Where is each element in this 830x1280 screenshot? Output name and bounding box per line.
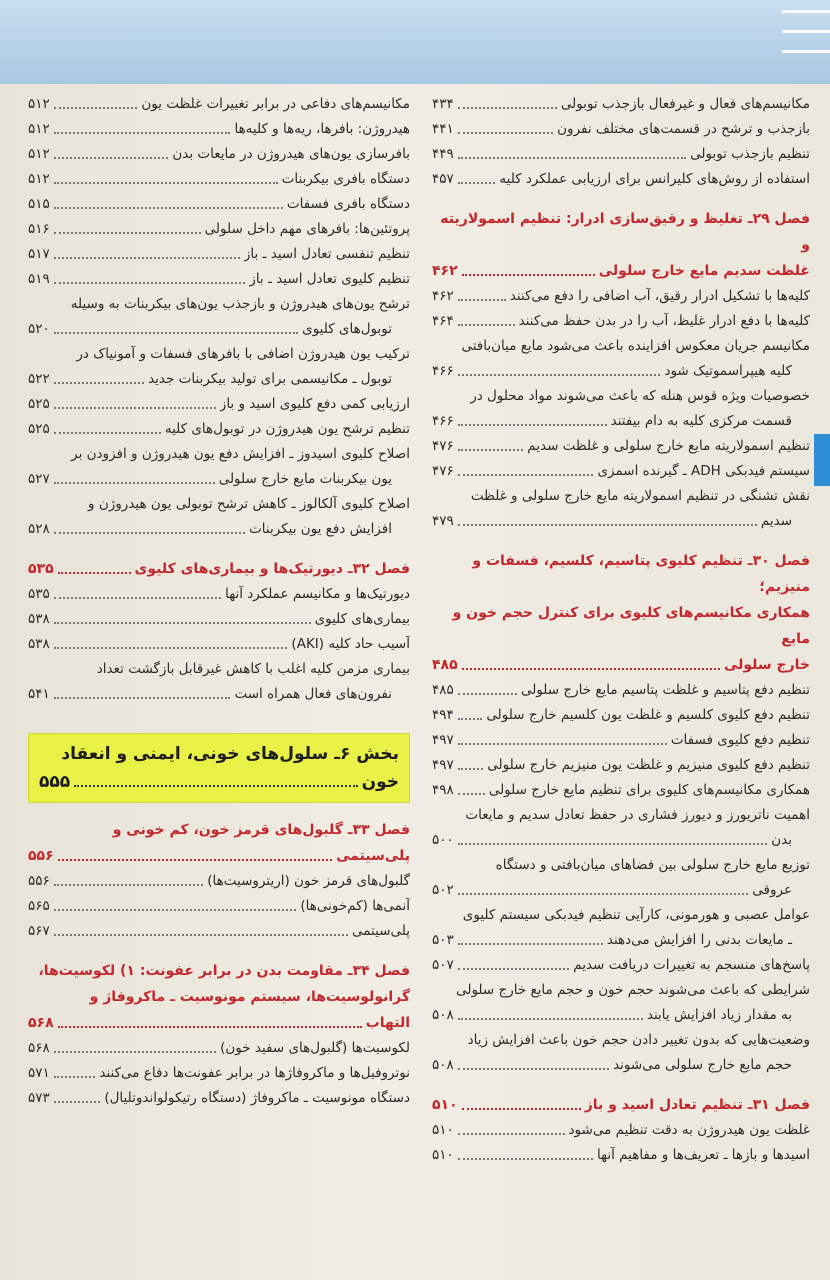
dot-leader	[458, 793, 485, 795]
toc-entry	[432, 92, 810, 117]
top-stripe	[782, 50, 830, 53]
dot-leader	[54, 934, 348, 936]
toc-entry-title: دستگاه مونوسیت ـ ماکروفاژ (دستگاه رتیکولواندوتلیال)	[104, 1090, 410, 1106]
toc-entry-title: مکانیسم‌های دفاعی در برابر تغییرات غلظت یون	[141, 96, 410, 112]
toc-entry	[28, 492, 410, 542]
toc-page-number: ۴۶۶	[432, 363, 454, 379]
dot-leader	[458, 1068, 609, 1070]
toc-page-number: ۵۷۳	[28, 1090, 50, 1106]
dot-leader	[54, 282, 246, 284]
dot-leader	[54, 107, 138, 109]
chapter-heading-line	[432, 1092, 810, 1118]
toc-page-number: ۴۶۲	[432, 288, 454, 304]
toc-entry-title: ترکیب یون هیدروژن اضافی با بافرهای فسفات و آمونیاک در	[76, 346, 410, 362]
toc-page-number: ۵۰۰	[432, 832, 454, 848]
dot-leader	[458, 893, 749, 895]
toc-page-number: ۴۹۷	[432, 732, 454, 748]
toc-entry-title: آسیب حاد کلیه (AKI)	[291, 636, 410, 652]
chapter-heading-line	[28, 984, 410, 1010]
toc-entry-title: عوامل عصبی و هورمونی، کارآیی تنظیم فیدبکی سیستم کلیوی	[462, 907, 810, 923]
dot-leader	[458, 299, 506, 301]
toc-entry	[432, 117, 810, 142]
toc-page-number: ۴۸۵	[432, 682, 454, 698]
toc-page-number: ۴۹۸	[432, 782, 454, 798]
toc-entry-title: اصلاح کلیوی آلکالوز ـ کاهش ترشح توبولی یون هیدروژن و	[88, 496, 410, 512]
toc-page-number: ۵۰۸	[432, 1057, 454, 1073]
toc-entry	[432, 334, 810, 384]
dot-leader	[54, 597, 221, 599]
toc-entry-first-line	[432, 978, 810, 1003]
toc-page-number: ۵۶۸	[28, 1040, 50, 1056]
toc-entry-title: تنظیم دفع پتاسیم و غلظت پتاسیم مایع خارج سلولی	[520, 682, 810, 698]
chapter-heading-line	[28, 958, 410, 984]
toc-entry	[28, 1061, 410, 1086]
toc-entry	[432, 384, 810, 434]
toc-entry-continuation	[432, 409, 810, 434]
toc-entry-title: پلی‌سیتمی	[352, 923, 410, 939]
toc-entry	[28, 167, 410, 192]
toc-entry-continuation	[28, 682, 410, 707]
chapter-heading-line	[432, 600, 810, 652]
toc-entry-title: گلبول‌های قرمز خون (اریتروسیت‌ها)	[207, 873, 410, 889]
toc-entry-first-line	[432, 384, 810, 409]
dot-leader	[458, 1133, 565, 1135]
toc-entry-first-line	[28, 292, 410, 317]
toc-entry	[432, 978, 810, 1028]
dot-leader	[54, 407, 216, 409]
toc-entry-title: بیماری مزمن کلیه اغلب با کاهش غیرقابل بازگشت تعداد	[96, 661, 410, 677]
toc-entry	[28, 117, 410, 142]
chapter-heading-line	[28, 556, 410, 582]
toc-page-number: ۵۱۶	[28, 221, 50, 237]
toc-entry-title: ارزیابی کمی دفع کلیوی اسید و باز	[219, 396, 410, 412]
toc-entry-title: مکانیسم‌های فعال و غیرفعال بازجذب توبولی	[560, 96, 810, 112]
dot-leader	[54, 622, 311, 624]
toc-entry	[432, 903, 810, 953]
dot-leader	[54, 532, 245, 534]
chapter-heading	[28, 556, 410, 582]
toc-entry-title-cont: کلیه هیپراسموتیک شود	[664, 363, 792, 379]
page-edge-tab	[814, 434, 830, 486]
toc-page-number: ۵۲۵	[28, 421, 50, 437]
toc-entry-first-line	[28, 442, 410, 467]
toc-entry	[28, 582, 410, 607]
toc-entry-continuation	[28, 467, 410, 492]
toc-entry-title: نوتروفیل‌ها و ماکروفاژها در برابر عفونت‌ها دفاع می‌کنند	[99, 1065, 410, 1081]
toc-page-number: ۵۴۱	[28, 686, 50, 702]
chapter-heading-line	[432, 652, 810, 678]
toc-entry-title-cont: افزایش دفع یون بیکربنات	[249, 521, 392, 537]
toc-entry-title: همکاری مکانیسم‌های کلیوی برای تنظیم مایع خارج سلولی	[488, 782, 810, 798]
toc-entry	[432, 753, 810, 778]
toc-page-number: ۵۷۱	[28, 1065, 50, 1081]
dot-leader	[58, 1026, 362, 1028]
toc-entry-title: توزیع مایع خارج سلولی بین فضاهای میان‌بافتی و دستگاه	[495, 857, 810, 873]
toc-entry-title: تنظیم دفع کلیوی منیزیم و غلظت یون منیزیم خارج سلولی	[487, 757, 810, 773]
toc-entry-first-line	[432, 853, 810, 878]
toc-entry	[28, 1086, 410, 1111]
toc-entry-continuation	[432, 509, 810, 534]
toc-page-number: ۵۲۲	[28, 371, 50, 387]
dot-leader	[54, 884, 204, 886]
chapter-heading	[432, 206, 810, 284]
toc-page-number: ۴۷۹	[432, 513, 454, 529]
toc-page-number: ۵۰۲	[432, 882, 454, 898]
toc-entry-title-cont: نفرون‌های فعال همراه است	[234, 686, 392, 702]
toc-page-number: ۴۹۴	[432, 707, 454, 723]
chapter-page-number: ۵۶۸	[28, 1015, 54, 1031]
toc-entry-title: نقش تشنگی در تنظیم اسمولاریته مایع خارج سلولی و غلظت	[470, 488, 810, 504]
toc-page-number: ۴۶۴	[432, 313, 454, 329]
toc-entry-title: اهمیت ناتریورز و دیورز فشاری در حفظ تعادل سدیم و مایعات	[465, 807, 810, 823]
toc-entry-title: کلیه‌ها با دفع ادرار غلیظ، آب را در بدن حفظ می‌کنند	[518, 313, 810, 329]
dot-leader	[458, 132, 553, 134]
toc-page-number: ۵۱۲	[28, 96, 50, 112]
toc-page-number: ۵۱۰	[432, 1122, 454, 1138]
toc-entry-title: آنمی‌ها (کم‌خونی‌ها)	[300, 898, 410, 914]
toc-page-number: ۵۱۲	[28, 146, 50, 162]
toc-page-number: ۴۴۹	[432, 146, 454, 162]
toc-entry-continuation	[432, 828, 810, 853]
dot-leader	[58, 859, 332, 861]
dot-leader	[458, 843, 767, 845]
dot-leader	[54, 332, 298, 334]
toc-entry-title-cont: به مقدار زیاد افزایش یابند	[646, 1007, 792, 1023]
toc-entry-title: دستگاه بافری بیکربنات	[281, 171, 410, 187]
toc-entry	[432, 459, 810, 484]
dot-leader	[54, 232, 201, 234]
toc-entry-title: دیورتیک‌ها و مکانیسم عملکرد آنها	[225, 586, 410, 602]
toc-page-number: ۵۰۸	[432, 1007, 454, 1023]
toc-page-number: ۵۳۸	[28, 611, 50, 627]
toc-entry-title: ترشح یون‌های هیدروژن و بازجذب یون‌های بیکربنات به وسیله	[70, 296, 410, 312]
dot-leader	[462, 1108, 581, 1110]
toc-page-number: ۵۱۲	[28, 171, 50, 187]
toc-entry-first-line	[432, 334, 810, 359]
dot-leader	[458, 157, 686, 159]
dot-leader	[458, 424, 607, 426]
toc-entry-title: تنظیم بازجذب توبولی	[690, 146, 810, 162]
chapter-title: فصل ۳۱ـ تنظیم تعادل اسید و باز	[584, 1097, 810, 1113]
toc-page-number: ۵۵۶	[28, 873, 50, 889]
toc-entry-continuation	[28, 367, 410, 392]
toc-entry-continuation	[28, 517, 410, 542]
chapter-page-number: ۵۳۵	[28, 561, 54, 577]
dot-leader	[458, 968, 569, 970]
dot-leader	[462, 274, 595, 276]
dot-leader	[54, 1076, 96, 1078]
toc-entry-first-line	[432, 903, 810, 928]
chapter-title: فصل ۳۲ـ دیورتیک‌ها و بیماری‌های کلیوی	[134, 561, 410, 577]
toc-entry	[28, 292, 410, 342]
toc-entry	[432, 853, 810, 903]
dot-leader	[458, 449, 523, 451]
toc-entry	[28, 217, 410, 242]
toc-entry-title: غلظت یون هیدروژن به دقت تنظیم می‌شود	[568, 1122, 810, 1138]
chapter-title: همکاری مکانیسم‌های کلیوی برای کنترل حجم خون و مایع	[452, 605, 810, 647]
toc-entry	[28, 894, 410, 919]
top-stripe	[782, 30, 830, 33]
toc-entry	[432, 434, 810, 459]
toc-entry	[432, 1143, 810, 1168]
chapter-page-number: ۵۱۰	[432, 1097, 458, 1113]
toc-entry	[432, 309, 810, 334]
toc-page-number: ۵۲۸	[28, 521, 50, 537]
chapter-title: پلی‌سیتمی	[336, 848, 410, 864]
chapter-page-number: ۴۸۵	[432, 657, 458, 673]
top-stripe	[782, 10, 830, 13]
dot-leader	[54, 182, 278, 184]
toc-entry-first-line	[28, 492, 410, 517]
toc-entry	[28, 632, 410, 657]
chapter-title: فصل ۳۴ـ مقاومت بدن در برابر عفونت: ۱) لکوسیت‌ها،	[38, 963, 410, 979]
chapter-title: فصل ۳۰ـ تنظیم کلیوی پتاسیم، کلسیم، فسفات و منیزیم؛	[472, 553, 810, 595]
toc-page-number: ۵۱۲	[28, 121, 50, 137]
chapter-heading-line	[28, 843, 410, 869]
chapter-heading-line	[432, 258, 810, 284]
chapter-heading	[28, 958, 410, 1036]
chapter-title: التهاب	[365, 1015, 410, 1031]
toc-page-number: ۵۳۵	[28, 586, 50, 602]
dot-leader	[458, 374, 661, 376]
dot-leader	[458, 107, 557, 109]
toc-entry-first-line	[432, 803, 810, 828]
chapter-title: فصل ۳۳ـ گلبول‌های قرمز خون، کم خونی و	[112, 822, 410, 838]
chapter-heading	[28, 817, 410, 869]
toc-entry-title-cont: توبول ـ مکانیسمی برای تولید بیکربنات جدید	[148, 371, 392, 387]
toc-entry-title: دستگاه بافری فسفات	[286, 196, 410, 212]
dot-leader	[458, 182, 496, 184]
chapter-heading-line	[28, 817, 410, 843]
toc-entry	[432, 953, 810, 978]
toc-entry	[432, 1028, 810, 1078]
toc-entry-continuation	[432, 928, 810, 953]
chapter-title: فصل ۲۹ـ تغلیظ و رقیق‌سازی ادرار: تنظیم اسمولاریته و	[440, 211, 810, 253]
toc-page-number: ۵۱۹	[28, 271, 50, 287]
dot-leader	[54, 1101, 101, 1103]
dot-leader	[54, 157, 169, 159]
toc-entry-title: هیدروژن: بافرها، ریه‌ها و کلیه‌ها	[234, 121, 410, 137]
chapter-title: غلظت سدیم مایع خارج سلولی	[598, 263, 810, 279]
toc-entry-title-cont: ـ مایعات بدنی را افزایش می‌دهند	[606, 932, 792, 948]
dot-leader	[54, 697, 231, 699]
toc-entry	[432, 728, 810, 753]
toc-entry-title: کلیه‌ها با تشکیل ادرار رقیق، آب اضافی را دفع می‌کنند	[509, 288, 810, 304]
toc-entry-title: تنظیم کلیوی تعادل اسید ـ باز	[249, 271, 410, 287]
toc-entry	[432, 484, 810, 534]
dot-leader	[58, 572, 131, 574]
chapter-heading-line	[39, 768, 399, 796]
toc-entry-title-cont: بدن	[771, 832, 792, 848]
toc-entry	[28, 657, 410, 707]
toc-entry-title-cont: قسمت مرکزی کلیه به دام بیفتند	[610, 413, 792, 429]
toc-entry-first-line	[432, 484, 810, 509]
toc-entry	[432, 1118, 810, 1143]
dot-leader	[458, 324, 515, 326]
toc-left-column	[28, 92, 410, 1111]
toc-entry-continuation	[432, 1003, 810, 1028]
toc-entry	[432, 703, 810, 728]
chapter-page-number: ۵۵۵	[39, 772, 71, 792]
dot-leader	[54, 432, 161, 434]
toc-page	[0, 84, 830, 1280]
toc-entry-title: بازجذب و ترشح در قسمت‌های مختلف نفرون	[557, 121, 810, 137]
dot-leader	[54, 482, 215, 484]
chapter-title: گرانولوسیت‌ها، سیستم مونوسیت ـ ماکروفاژ و	[89, 989, 410, 1005]
toc-entry	[432, 678, 810, 703]
chapter-heading	[432, 1092, 810, 1118]
toc-entry-title: تنظیم ترشح یون هیدروژن در توبول‌های کلیه	[164, 421, 410, 437]
toc-entry	[28, 342, 410, 392]
toc-page-number: ۴۷۶	[432, 438, 454, 454]
section-heading	[28, 733, 410, 803]
dot-leader	[54, 1051, 216, 1053]
toc-entry	[432, 778, 810, 803]
chapter-title: خارج سلولی	[723, 657, 810, 673]
toc-entry-title: پروتئین‌ها: بافرهای مهم داخل سلولی	[204, 221, 410, 237]
toc-entry-title: تنظیم تنفسی تعادل اسید ـ باز	[243, 246, 410, 262]
dot-leader	[458, 524, 757, 526]
toc-page-number: ۴۵۷	[432, 171, 454, 187]
toc-entry-title: خصوصیات ویژه قوس هنله که باعث می‌شوند مواد محلول در	[470, 388, 810, 404]
chapter-title: خون	[361, 772, 399, 792]
toc-entry	[28, 607, 410, 632]
toc-page-number: ۵۶۵	[28, 898, 50, 914]
toc-page-number: ۵۶۷	[28, 923, 50, 939]
toc-entry-title: تنظیم اسمولاریته مایع خارج سلولی و غلظت سدیم	[527, 438, 810, 454]
toc-entry	[432, 284, 810, 309]
toc-entry	[28, 92, 410, 117]
dot-leader	[458, 1018, 643, 1020]
dot-leader	[54, 207, 283, 209]
toc-entry-title-cont: توبول‌های کلیوی	[302, 321, 392, 337]
toc-entry	[28, 919, 410, 944]
dot-leader	[54, 382, 144, 384]
toc-entry	[28, 192, 410, 217]
toc-entry	[28, 442, 410, 492]
toc-entry	[28, 869, 410, 894]
toc-page-number: ۵۲۷	[28, 471, 50, 487]
toc-right-column	[432, 92, 810, 1168]
toc-page-number: ۵۲۵	[28, 396, 50, 412]
toc-page-number: ۵۰۳	[432, 932, 454, 948]
chapter-title: بخش ۶ـ سلول‌های خونی، ایمنی و انعقاد	[61, 744, 399, 764]
dot-leader	[74, 785, 357, 787]
toc-entry-continuation	[432, 878, 810, 903]
toc-entry-title-cont: حجم مایع خارج سلولی می‌شوند	[613, 1057, 792, 1073]
chapter-heading-line	[432, 206, 810, 258]
dot-leader	[458, 743, 667, 745]
toc-page-number: ۴۷۶	[432, 463, 454, 479]
toc-entry	[28, 417, 410, 442]
chapter-heading	[432, 548, 810, 678]
toc-entry-title: وضعیت‌هایی که بدون تغییر دادن حجم خون باعث افزایش زیاد	[467, 1032, 810, 1048]
dot-leader	[458, 693, 517, 695]
toc-entry-title: اسیدها و بازها ـ تعریف‌ها و مفاهیم آنها	[597, 1147, 810, 1163]
toc-entry-title: سیستم فیدبکی ADH ـ گیرنده اسمزی	[597, 463, 810, 479]
toc-entry-title-cont: عروقی	[752, 882, 792, 898]
dot-leader	[462, 668, 720, 670]
toc-page-number: ۴۴۱	[432, 121, 454, 137]
toc-entry	[432, 167, 810, 192]
toc-page-number: ۵۳۸	[28, 636, 50, 652]
toc-page-number: ۵۲۰	[28, 321, 50, 337]
dot-leader	[54, 132, 231, 134]
dot-leader	[458, 474, 594, 476]
toc-entry-title: مکانیسم جریان معکوس افزاینده باعث می‌شود مایع میان‌بافتی	[461, 338, 810, 354]
toc-entry	[432, 803, 810, 853]
toc-entry-title: شرایطی که باعث می‌شوند حجم خون و حجم مایع خارج سلولی	[456, 982, 810, 998]
toc-entry-title: لکوسیت‌ها (گلبول‌های سفید خون)	[220, 1040, 410, 1056]
dot-leader	[54, 909, 297, 911]
toc-entry	[28, 1036, 410, 1061]
chapter-heading-line	[432, 548, 810, 600]
chapter-page-number: ۵۵۶	[28, 848, 54, 864]
toc-entry-title: بیماری‌های کلیوی	[314, 611, 410, 627]
toc-entry	[432, 142, 810, 167]
toc-page-number: ۴۶۶	[432, 413, 454, 429]
toc-entry	[28, 142, 410, 167]
toc-entry-title: تنظیم دفع کلیوی فسفات	[670, 732, 810, 748]
dot-leader	[54, 257, 240, 259]
dot-leader	[458, 718, 483, 720]
toc-page-number: ۴۹۷	[432, 757, 454, 773]
toc-page-number: ۵۰۷	[432, 957, 454, 973]
toc-page-number: ۵۱۰	[432, 1147, 454, 1163]
chapter-heading-line	[39, 740, 399, 768]
toc-entry-title: بافرسازی یون‌های هیدروژن در مایعات بدن	[172, 146, 410, 162]
toc-entry-title: استفاده از روش‌های کلیرانس برای ارزیابی عملکرد کلیه	[499, 171, 810, 187]
toc-entry-title-cont: سدیم	[760, 513, 792, 529]
toc-entry-title: تنظیم دفع کلیوی کلسیم و غلظت یون کلسیم خارج سلولی	[486, 707, 810, 723]
toc-entry-title: اصلاح کلیوی اسیدوز ـ افزایش دفع یون هیدروژن و افزودن بر	[71, 446, 410, 462]
toc-entry-first-line	[28, 657, 410, 682]
toc-entry-title-cont: یون بیکربنات مایع خارج سلولی	[218, 471, 392, 487]
toc-page-number: ۵۱۷	[28, 246, 50, 262]
chapter-heading-line	[28, 1010, 410, 1036]
toc-entry-continuation	[432, 1053, 810, 1078]
toc-entry-title: پاسخ‌های منسجم به تغییرات دریافت سدیم	[573, 957, 810, 973]
toc-entry	[28, 242, 410, 267]
dot-leader	[458, 1158, 593, 1160]
toc-page-number: ۴۳۴	[432, 96, 454, 112]
dot-leader	[458, 768, 484, 770]
toc-entry-first-line	[28, 342, 410, 367]
dot-leader	[54, 647, 288, 649]
toc-page-number: ۵۱۵	[28, 196, 50, 212]
chapter-page-number: ۴۶۲	[432, 263, 458, 279]
page-top-band	[0, 0, 830, 86]
toc-entry-continuation	[28, 317, 410, 342]
toc-entry	[28, 392, 410, 417]
toc-entry-continuation	[432, 359, 810, 384]
toc-entry-first-line	[432, 1028, 810, 1053]
dot-leader	[458, 943, 603, 945]
toc-entry	[28, 267, 410, 292]
